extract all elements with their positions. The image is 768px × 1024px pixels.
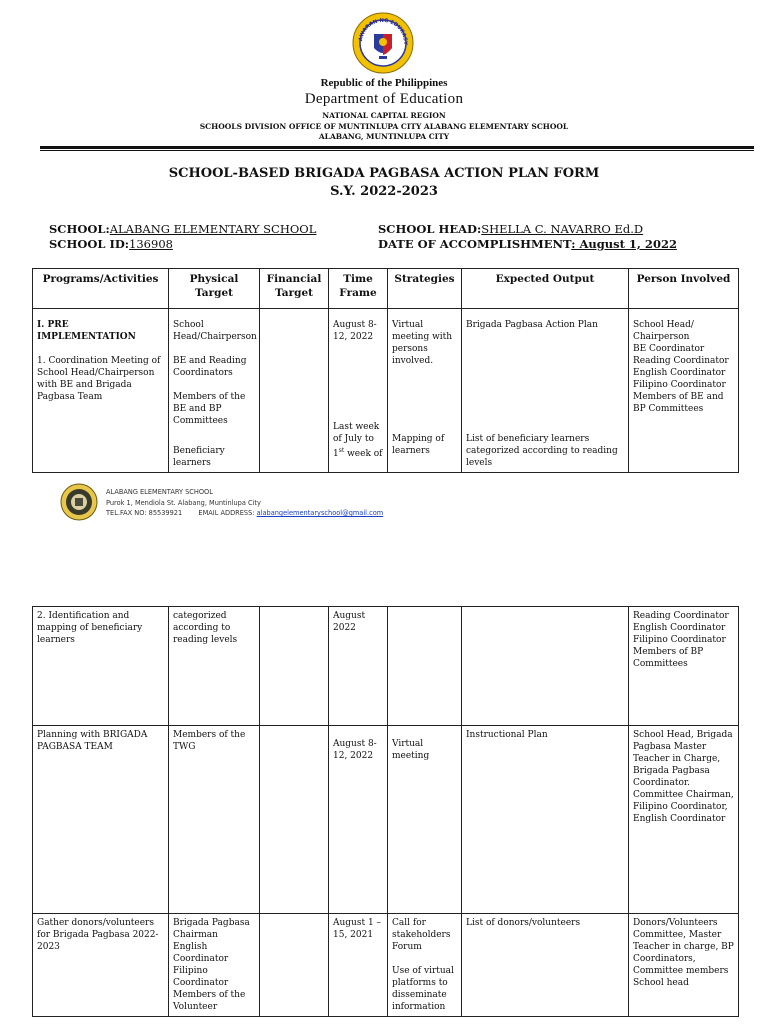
cell-physical-target: categorized according to reading levels	[169, 607, 260, 726]
header-divider-thick	[40, 146, 754, 149]
physical-target-text: Members of the BE and BP Committees	[173, 392, 246, 426]
department-name: Department of Education	[304, 91, 464, 107]
address-line: ALABANG, MUNTINLUPA CITY	[318, 132, 450, 141]
date-field	[378, 237, 677, 251]
strategies-text: Virtual meeting with persons involved.	[392, 320, 453, 366]
pre-implementation-heading: I. PRE IMPLEMENTATION	[37, 320, 136, 342]
header-programs: Programs/Activities	[33, 269, 169, 309]
cell-person-involved: Donors/Volunteers Committee, Master Teacher in charge, BP Coordinators, Committee members School head	[629, 914, 739, 1017]
school-id-value: 136908	[129, 237, 173, 251]
cell-expected-output	[462, 309, 629, 473]
time-frame-text-part: week of	[344, 449, 383, 459]
header-divider-thin	[40, 150, 754, 151]
footer-school-name: ALABANG ELEMENTARY SCHOOL	[106, 488, 213, 496]
school-head-value: SHELLA C. NAVARRO Ed.D	[481, 222, 644, 236]
school-logo	[60, 483, 98, 521]
strategies-text: Mapping of learners	[392, 434, 445, 456]
region-line: NATIONAL CAPITAL REGION	[322, 111, 446, 120]
cell-programs: Gather donors/volunteers for Brigada Pagbasa 2022-2023	[33, 914, 169, 1017]
header-person-involved: Person Involved	[629, 269, 739, 309]
footer-email-label: EMAIL ADDRESS:	[198, 509, 255, 517]
cell-person-involved: School Head, Brigada Pagbasa Master Teacher in Charge, Brigada Pagbasa Coordinator. Committee Chairman, Filipino Coordinator, English Coordinator	[629, 726, 739, 914]
date-label: DATE OF ACCOMPLISHMENT	[378, 237, 572, 251]
school-id-field	[49, 237, 173, 251]
cell-time-frame: August 1 – 15, 2021	[329, 914, 388, 1017]
time-frame-text: August 8-12, 2022	[333, 320, 377, 342]
header-time-frame: Time Frame	[329, 269, 388, 309]
cell-time-frame: August 2022	[329, 607, 388, 726]
footer-street: Purok 1, Mendiola St. Alabang, Muntinlupa City	[106, 498, 261, 507]
strategies-text: Use of virtual platforms to disseminate information	[392, 966, 454, 1012]
table-row	[33, 914, 739, 1017]
action-plan-table-page2	[32, 606, 739, 1017]
footer-email-link[interactable]: alabangelementaryschool@gmail.com	[256, 509, 384, 517]
school-contact-footer	[106, 487, 383, 519]
cell-strategies	[388, 607, 462, 726]
table-row	[33, 607, 739, 726]
school-field	[49, 222, 316, 236]
header-strategies: Strategies	[388, 269, 462, 309]
school-id-label: SCHOOL ID:	[49, 237, 130, 251]
physical-target-text: BE and Reading Coordinators	[173, 356, 247, 378]
time-frame-superscript: st	[338, 447, 345, 454]
school-value: ALABANG ELEMENTARY SCHOOL	[109, 222, 317, 236]
svg-text:KAGAWARAN NG EDUKASYON: AWARAN NG EDUKASY	[358, 17, 409, 45]
cell-strategies: Virtual meeting	[388, 726, 462, 914]
header-expected-output: Expected Output	[462, 269, 629, 309]
header-financial-target: Financial Target	[260, 269, 329, 309]
cell-strategies	[388, 914, 462, 1017]
date-value: : August 1, 2022	[571, 237, 677, 251]
cell-financial-target	[260, 309, 329, 473]
footer-tel-label: TEL.FAX NO:	[106, 509, 147, 517]
cell-expected-output: Instructional Plan	[462, 726, 629, 914]
cell-strategies	[388, 309, 462, 473]
school-head-field	[378, 222, 643, 236]
header-physical-target: Physical Target	[169, 269, 260, 309]
action-plan-table-page1	[32, 268, 739, 473]
cell-physical-target: Brigada Pagbasa Chairman English Coordinator Filipino Coordinator Members of the Volunteer	[169, 914, 260, 1017]
republic-line: Republic of the Philippines	[320, 77, 448, 89]
time-frame-text	[333, 421, 383, 460]
cell-expected-output: List of donors/volunteers	[462, 914, 629, 1017]
physical-target-text: School Head/Chairperson	[173, 320, 257, 342]
cell-time-frame: August 8-12, 2022	[329, 726, 388, 914]
form-title: SCHOOL-BASED BRIGADA PAGBASA ACTION PLAN FORM	[168, 166, 600, 181]
coordination-meeting-item: 1. Coordination Meeting of School Head/Chairperson with BE and Brigada Pagbasa Team	[37, 356, 161, 402]
cell-person-involved: Reading Coordinator English Coordinator Filipino Coordinator Members of BP Committees	[629, 607, 739, 726]
school-label: SCHOOL:	[49, 222, 110, 236]
cell-financial-target	[260, 726, 329, 914]
cell-physical-target	[169, 309, 260, 473]
cell-financial-target	[260, 914, 329, 1017]
expected-output-text: List of beneficiary learners categorized according to reading levels	[466, 434, 618, 468]
school-year: S.Y. 2022-2023	[330, 184, 438, 199]
cell-financial-target	[260, 607, 329, 726]
time-frame-text-part: Last week of July to 1	[333, 422, 380, 459]
table-row	[33, 726, 739, 914]
footer-contact-line	[106, 508, 383, 519]
cell-programs: 2. Identification and mapping of beneficiary learners	[33, 607, 169, 726]
cell-programs	[33, 309, 169, 473]
physical-target-text: Beneficiary learners	[173, 446, 225, 468]
division-line: SCHOOLS DIVISION OFFICE OF MUNTINLUPA CITY ALABANG ELEMENTARY SCHOOL	[199, 122, 569, 131]
cell-time-frame	[329, 309, 388, 473]
deped-seal-logo	[352, 12, 414, 74]
cell-physical-target: Members of the TWG	[169, 726, 260, 914]
school-head-label: SCHOOL HEAD:	[378, 222, 482, 236]
strategies-text: Call for stakeholders Forum	[392, 918, 451, 952]
expected-output-text: Brigada Pagbasa Action Plan	[466, 320, 598, 330]
table-row	[33, 309, 739, 473]
cell-programs: Planning with BRIGADA PAGBASA TEAM	[33, 726, 169, 914]
cell-expected-output	[462, 607, 629, 726]
cell-person-involved: School Head/ Chairperson BE Coordinator Reading Coordinator English Coordinator Filipino Coordinator Members of BE and BP Committees	[629, 309, 739, 473]
footer-tel-value: 85539921	[148, 509, 183, 517]
